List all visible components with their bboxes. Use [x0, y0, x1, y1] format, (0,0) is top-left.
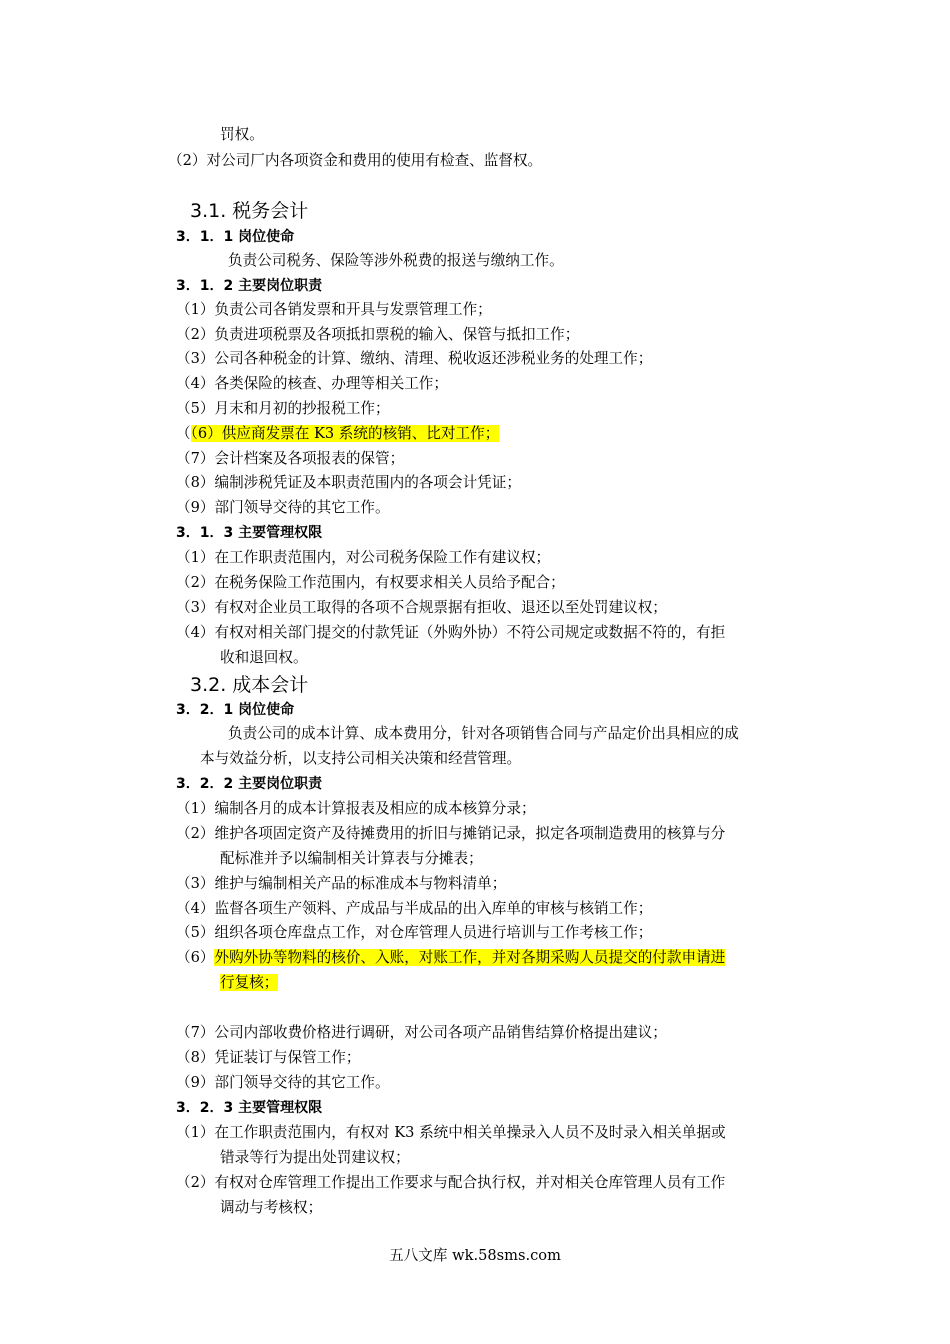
- list-item: （7）公司内部收费价格进行调研，对公司各项产品销售结算价格提出建议；: [176, 1024, 667, 1041]
- subsection-heading: 3．1．3 主要管理权限: [176, 525, 323, 541]
- list-item: （8）凭证装订与保管工作；: [176, 1049, 361, 1066]
- list-item: （3）有权对企业员工取得的各项不合规票据有拒收、退还以至处罚建议权；: [176, 599, 667, 616]
- subsection-heading: 3．1．1 岗位使命: [176, 229, 295, 245]
- list-item: （8）编制涉税凭证及本职责范围内的各项会计凭证；: [176, 474, 521, 491]
- text-line: 罚权。: [220, 126, 264, 143]
- list-item-continuation: [220, 972, 278, 994]
- list-item-continuation: 收和退回权。: [220, 649, 308, 666]
- list-item: （7）会计档案及各项报表的保管；: [176, 450, 405, 467]
- list-item-continuation: 调动与考核权；: [220, 1199, 323, 1216]
- page-footer: 五八文库 wk.58sms.com: [389, 1247, 561, 1264]
- section-heading-3-2: 3.2. 成本会计: [190, 674, 309, 696]
- section-heading-3-1: 3.1. 税务会计: [190, 200, 309, 222]
- subsection-heading: 3．1．2 主要岗位职责: [176, 278, 323, 294]
- text-line: （2）对公司厂内各项资金和费用的使用有检查、监督权。: [168, 152, 543, 169]
- list-item: （1）编制各月的成本计算报表及相应的成本核算分录；: [176, 800, 536, 817]
- list-item: （3）公司各种税金的计算、缴纳、清理、税收返还涉税业务的处理工作；: [176, 350, 653, 367]
- list-item: （1）在工作职责范围内，对公司税务保险工作有建议权；: [176, 549, 551, 566]
- list-item-continuation: 配标准并予以编制相关计算表与分摊表；: [220, 850, 483, 867]
- text-line: 负责公司税务、保险等涉外税费的报送与缴纳工作。: [228, 252, 564, 269]
- list-item: （5）组织各项仓库盘点工作，对仓库管理人员进行培训与工作考核工作；: [176, 924, 653, 941]
- list-item: （2）负责进项税票及各项抵扣票税的输入、保管与抵扣工作；: [176, 326, 580, 343]
- text-line: 负责公司的成本计算、成本费用分，针对各项销售合同与产品定价出具相应的成: [228, 725, 739, 742]
- subsection-heading: 3．2．1 岗位使命: [176, 702, 295, 718]
- list-item: （9）部门领导交待的其它工作。: [176, 499, 390, 516]
- list-number: （6）: [176, 949, 215, 966]
- highlighted-text: （6）供应商发票在 K3 系统的核销、比对工作；: [190, 425, 500, 442]
- text-line: 本与效益分析，以支持公司相关决策和经营管理。: [200, 750, 522, 767]
- list-item: （4）各类保险的核查、办理等相关工作；: [176, 375, 448, 392]
- list-item: （2）维护各项固定资产及待摊费用的折旧与摊销记录，拟定各项制造费用的核算与分: [176, 825, 726, 842]
- list-item-highlighted: （（6）供应商发票在 K3 系统的核销、比对工作；: [176, 425, 500, 442]
- list-item: （5）月末和月初的抄报税工作；: [176, 400, 390, 417]
- list-item: （2）在税务保险工作范围内，有权要求相关人员给予配合；: [176, 574, 565, 591]
- list-item: （9）部门领导交待的其它工作。: [176, 1074, 390, 1091]
- list-item-continuation: 错录等行为提出处罚建议权；: [220, 1149, 410, 1166]
- list-item: （2）有权对仓库管理工作提出工作要求与配合执行权，并对相关仓库管理人员有工作: [176, 1174, 726, 1191]
- highlighted-text: 行复核；: [220, 974, 279, 991]
- list-item: （3）维护与编制相关产品的标准成本与物料清单；: [176, 875, 507, 892]
- highlighted-text: 外购外协等物料的核价、入账，对账工作，并对各期采购人员提交的付款申请进: [214, 949, 726, 966]
- list-item: （4）监督各项生产领料、产成品与半成品的出入库单的审核与核销工作；: [176, 900, 653, 917]
- list-item: （1）在工作职责范围内，有权对 K3 系统中相关单操录入人员不及时录入相关单据或: [176, 1124, 726, 1141]
- list-item: （1）负责公司各销发票和开具与发票管理工作；: [176, 301, 492, 318]
- list-item-highlighted: [176, 947, 725, 969]
- subsection-heading: 3．2．3 主要管理权限: [176, 1100, 323, 1116]
- subsection-heading: 3．2．2 主要岗位职责: [176, 776, 323, 792]
- list-item: （4）有权对相关部门提交的付款凭证（外购外协）不符公司规定或数据不符的，有拒: [176, 624, 726, 641]
